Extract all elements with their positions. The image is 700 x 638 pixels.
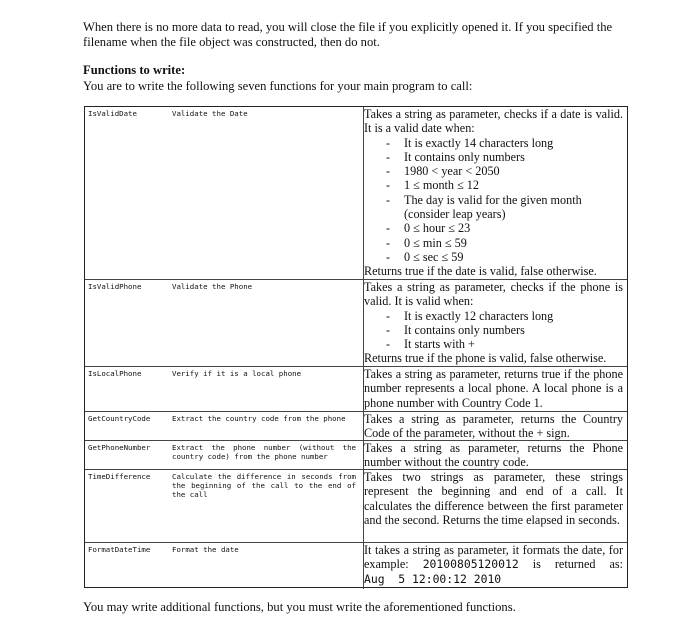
intro-paragraph: When there is no more data to read, you will close the file if you explicitly opened it. If you specified the filename when the file object was constructed, then do not. — [83, 20, 613, 49]
desc-tail: Returns true if the phone is valid, false otherwise. — [364, 351, 607, 366]
function-name: GetPhoneNumber — [88, 443, 151, 452]
function-name: GetCountryCode — [88, 414, 151, 423]
rule-list — [364, 309, 623, 352]
table-row-isvaliddate — [85, 107, 627, 280]
function-name: TimeDifference — [88, 472, 151, 481]
table-row-islocalphone — [85, 367, 627, 412]
desc-lead: It takes a string as parameter, it formats the date, for example: — [364, 543, 623, 572]
list-item: - 1 ≤ month ≤ 12 — [364, 178, 623, 192]
list-item: - 0 ≤ sec ≤ 59 — [364, 250, 623, 264]
function-name: FormatDateTime — [88, 545, 151, 554]
function-short-desc: Format the date — [172, 545, 239, 554]
list-item: - It is exactly 12 characters long — [364, 309, 623, 323]
table-row-getphonenumber — [85, 441, 627, 470]
example-input: 20100805120012 — [422, 557, 519, 572]
table-row-formatdatetime — [85, 543, 627, 589]
table-row-getcountrycode — [85, 412, 627, 441]
list-item: - It starts with + — [364, 337, 623, 351]
list-item: - 0 ≤ min ≤ 59 — [364, 236, 623, 250]
table-row-timedifference — [85, 470, 627, 543]
function-long-desc: Takes a string as parameter, returns the Phone number without the country code. — [364, 441, 623, 470]
function-short-desc: Extract the phone number (without the country code) from the phone number — [172, 443, 356, 461]
example-output: Aug 5 12:00:12 2010 — [364, 571, 502, 586]
functions-heading: Functions to write: — [83, 63, 186, 77]
functions-subheading: You are to write the following seven functions for your main program to call: — [83, 79, 473, 93]
closing-paragraph: You may write additional functions, but you must write the aforementioned functions. — [83, 600, 516, 614]
list-item: - It contains only numbers — [364, 150, 623, 164]
function-long-desc — [364, 107, 623, 279]
list-item: - 1980 < year < 2050 — [364, 164, 623, 178]
function-name: IsLocalPhone — [88, 369, 142, 378]
list-item: - The day is valid for the given month (consider leap years) — [364, 193, 623, 222]
function-short-desc: Validate the Date — [172, 109, 248, 118]
function-short-desc: Extract the country code from the phone — [172, 414, 346, 423]
functions-table — [84, 106, 628, 588]
function-short-desc: Verify if it is a local phone — [172, 369, 302, 378]
function-long-desc — [364, 280, 623, 366]
list-item: - 0 ≤ hour ≤ 23 — [364, 221, 623, 235]
function-short-desc: Calculate the difference in seconds from the beginning of the call to the end of the call — [172, 472, 356, 499]
list-item: - It is exactly 14 characters long — [364, 136, 623, 150]
example-connector: is returned as: — [518, 557, 623, 572]
list-item: - It contains only numbers — [364, 323, 623, 337]
function-name: IsValidDate — [88, 109, 137, 118]
function-long-desc: Takes a string as parameter, returns true if the phone number represents a local phone. A local phone is a phone number with Country Code 1. — [364, 367, 623, 410]
desc-lead: Takes a string as parameter, checks if the phone is valid. It is valid when: — [364, 280, 623, 309]
function-long-desc: Takes two strings as parameter, these strings represent the beginning and end of a call. It calculates the difference between the first parameter and the second. Returns the time elapsed in seconds. — [364, 470, 623, 527]
function-short-desc: Validate the Phone — [172, 282, 253, 291]
function-name: IsValidPhone — [88, 282, 142, 291]
table-row-isvalidphone — [85, 280, 627, 367]
function-long-desc — [364, 543, 623, 586]
function-long-desc: Takes a string as parameter, returns the Country Code of the parameter, without the + sign. — [364, 412, 623, 441]
desc-lead: Takes a string as parameter, checks if a date is valid. It is a valid date when: — [364, 107, 623, 136]
rule-list — [364, 136, 623, 265]
desc-tail: Returns true if the date is valid, false otherwise. — [364, 264, 597, 279]
